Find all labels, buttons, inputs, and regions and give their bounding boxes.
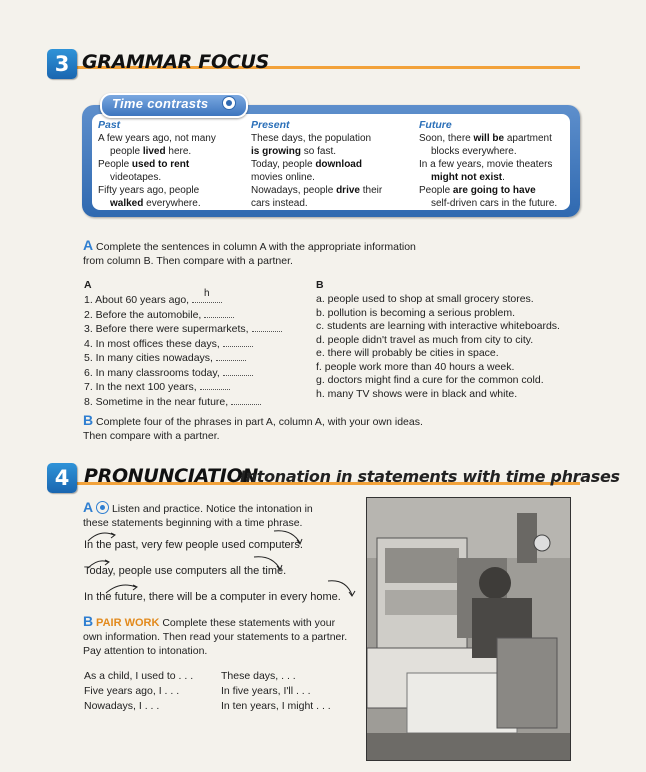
column-heading: Present (251, 119, 290, 131)
example-line: might not exist. (431, 172, 505, 183)
pron-b-instruction (83, 614, 373, 658)
pron-sentence-1: In the past, very few people used computers. (84, 539, 303, 551)
phrase-item: In ten years, I might . . . (221, 700, 331, 712)
exercise-a-instruction (83, 238, 583, 268)
phrases-right (221, 669, 331, 714)
list-item: 1. About 60 years ago, h (84, 293, 282, 308)
phrase-item: Five years ago, I . . . (84, 685, 180, 697)
section-3-title: GRAMMAR FOCUS (82, 51, 269, 73)
example-line: walked everywhere. (110, 198, 201, 209)
phrase-item: Nowadays, I . . . (84, 700, 160, 712)
exercise-b-letter: B (83, 412, 94, 428)
column-b-list (316, 293, 560, 401)
time-contrasts-label: Time contrasts (112, 96, 209, 111)
list-item: b. pollution is becoming a serious problem. (316, 306, 516, 319)
example-line: People used to rent (98, 159, 190, 170)
list-item: 7. In the next 100 years, (84, 380, 282, 395)
list-item: c. students are learning with interactive whiteboards. (316, 320, 560, 332)
section-4-subtitle: Intonation in statements with time phrases (240, 467, 620, 486)
answer-blank[interactable]: h (192, 293, 222, 303)
exercise-b-line2: Then compare with a partner. (83, 430, 220, 442)
column-a-heading: A (84, 279, 92, 291)
pron-b-line3: Pay attention to intonation. (83, 645, 208, 657)
phrase-item: In five years, I'll . . . (221, 685, 311, 697)
exercise-a-letter: A (83, 237, 94, 253)
list-item: 2. Before the automobile, (84, 308, 282, 323)
example-line: Soon, there will be apartment (419, 133, 552, 144)
pron-sentence-2: Today, people use computers all the time. (84, 565, 287, 577)
exercise-a-line2: from column B. Then compare with a partner. (83, 255, 293, 267)
pron-b-line1: Complete these statements with your (162, 617, 336, 629)
column-b-heading: B (316, 279, 324, 291)
audio-icon[interactable] (222, 96, 236, 110)
example-line: Nowadays, people drive their (251, 185, 383, 196)
list-item: d. people didn't travel as much from city to city. (316, 333, 534, 346)
pron-b-line2: own information. Then read your statements to a partner. (83, 631, 348, 643)
answer-blank[interactable] (231, 395, 261, 405)
future-column (419, 119, 569, 210)
exercise-a-line1: Complete the sentences in column A with the appropriate information (96, 241, 416, 253)
example-line: movies online. (251, 172, 315, 183)
example-line: People are going to have (419, 185, 536, 196)
audio-icon[interactable] (96, 501, 109, 514)
list-item: 3. Before there were supermarkets, (84, 322, 282, 337)
exercise-b-line1: Complete four of the phrases in part A, column A, with your own ideas. (96, 416, 423, 428)
example-line: Fifty years ago, people (98, 185, 200, 196)
section-3-number: 3 (47, 49, 77, 79)
example-line: blocks everywhere. (431, 146, 517, 157)
list-item: 5. In many cities nowadays, (84, 351, 282, 366)
intonation-arrow-icon (324, 577, 364, 601)
section-4-number: 4 (47, 463, 77, 493)
present-column (251, 119, 411, 210)
pron-a-instruction (83, 500, 363, 530)
intonation-arrow-icon (84, 527, 144, 547)
answer-blank[interactable] (200, 380, 230, 390)
list-item: h. many TV shows were in black and white. (316, 387, 518, 400)
answer-blank[interactable] (204, 308, 234, 318)
column-heading: Future (419, 119, 452, 131)
example-line: Today, people download (251, 159, 362, 170)
pair-work-label: PAIR WORK (96, 617, 160, 629)
example-line: is growing so fast. (251, 146, 337, 157)
list-item: 4. In most offices these days, (84, 337, 282, 352)
list-item: e. there will probably be cities in space. (316, 347, 499, 359)
phrase-item: As a child, I used to . . . (84, 670, 194, 682)
exercise-b-instruction (83, 413, 583, 443)
answer-blank[interactable] (252, 322, 282, 332)
intonation-arrow-icon (250, 553, 290, 577)
list-item: a. people used to shop at small grocery stores. (316, 293, 534, 305)
list-item: f. people work more than 40 hours a week. (316, 360, 515, 373)
pron-sentence-3: In the future, there will be a computer in every home. (84, 591, 341, 603)
phrase-item: These days, . . . (221, 670, 296, 682)
intonation-arrow-icon (102, 579, 162, 599)
example-line: videotapes. (110, 172, 162, 183)
past-column (98, 119, 248, 210)
column-a-list (84, 288, 282, 409)
list-item: 6. In many classrooms today, (84, 366, 282, 381)
list-item: g. doctors might find a cure for the common cold. (316, 374, 544, 386)
example-line: These days, the population (251, 133, 372, 144)
vintage-computer-photo (366, 497, 571, 761)
pron-a-line2: these statements beginning with a time phrase. (83, 517, 303, 529)
answer-blank[interactable] (223, 337, 253, 347)
pron-a-letter: A (83, 499, 94, 515)
answer-blank[interactable] (223, 366, 253, 376)
example-line: self-driven cars in the future. (431, 198, 558, 209)
list-item: 8. Sometime in the near future, (84, 395, 282, 410)
example-line: A few years ago, not many (98, 133, 216, 144)
example-line: people lived here. (110, 146, 192, 157)
pron-b-letter: B (83, 613, 94, 629)
example-line: In a few years, movie theaters (419, 159, 553, 170)
phrases-left (84, 669, 193, 714)
pron-a-line1: Listen and practice. Notice the intonation in (111, 503, 313, 515)
intonation-arrow-icon (270, 527, 310, 551)
answer-blank[interactable] (216, 351, 246, 361)
section-4-title: PRONUNCIATION (84, 465, 259, 487)
example-line: cars instead. (251, 198, 308, 209)
column-heading: Past (98, 119, 121, 131)
intonation-arrow-icon (84, 554, 124, 574)
